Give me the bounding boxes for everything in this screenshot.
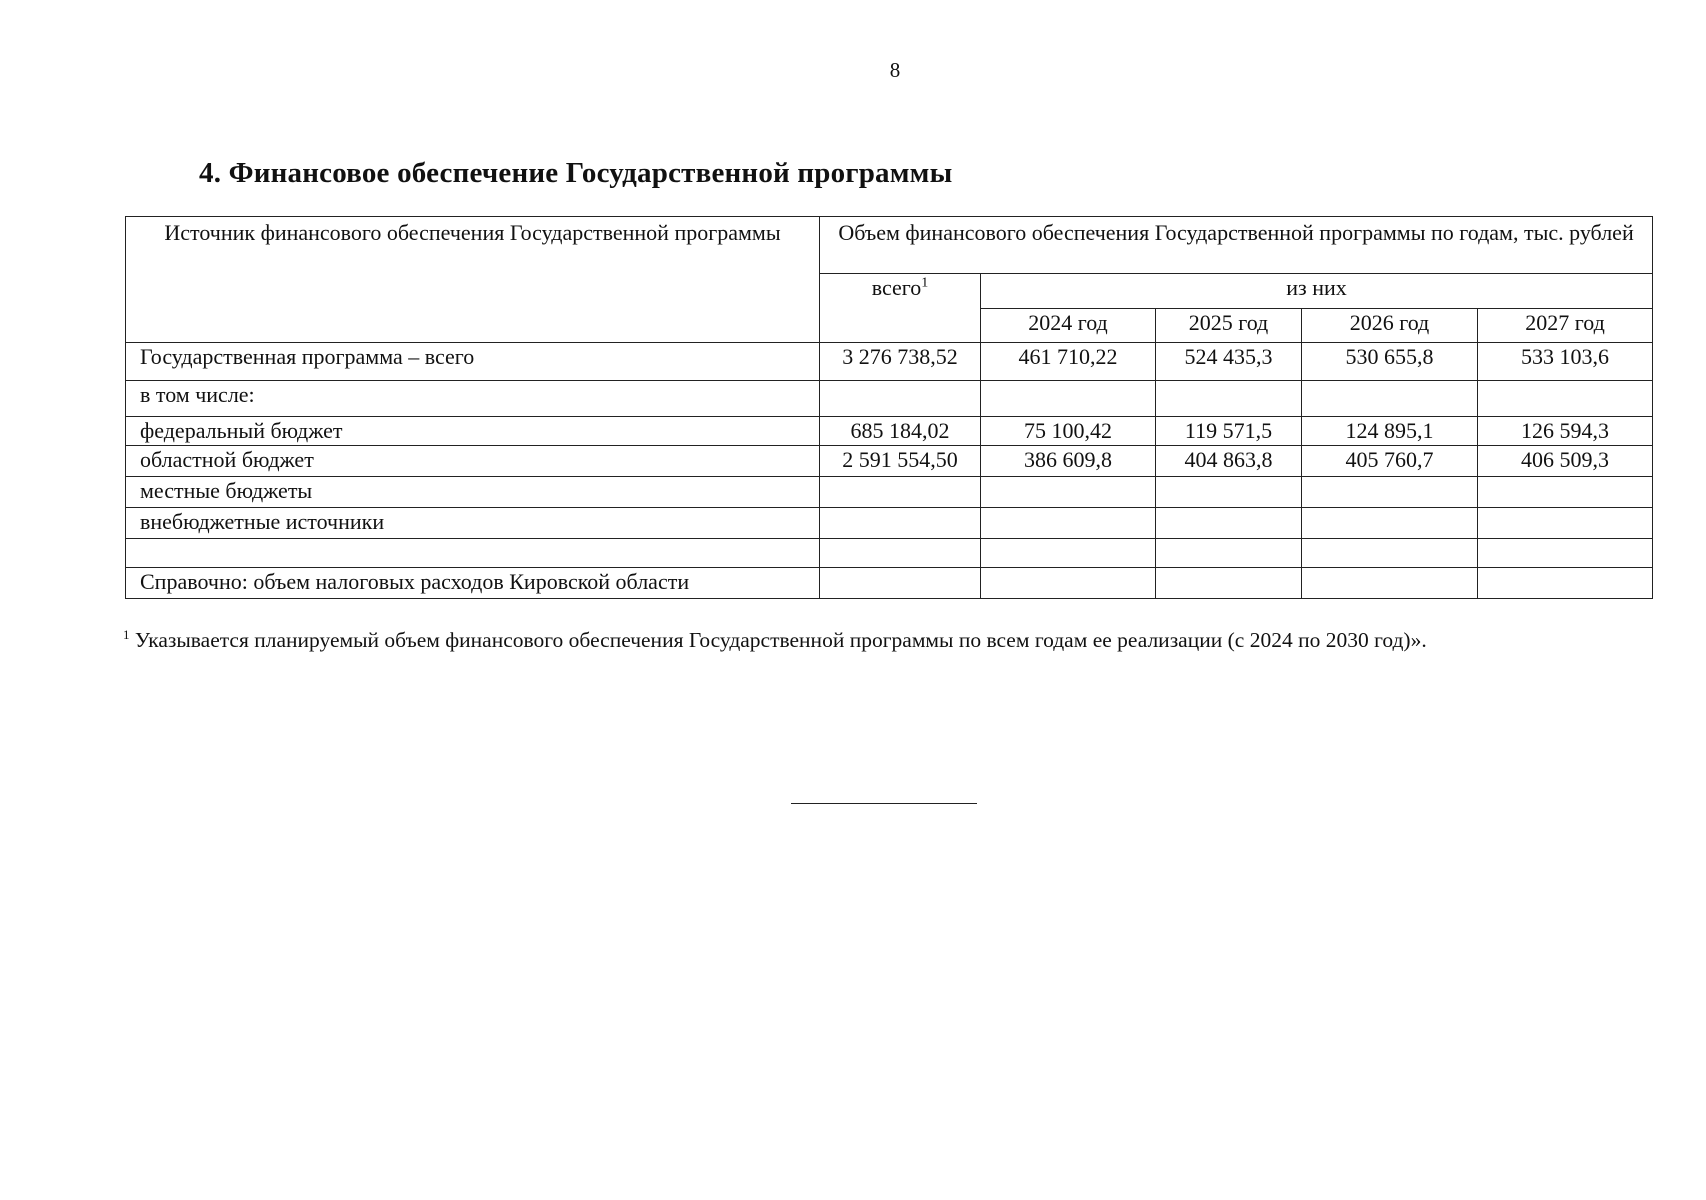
header-year-2025: 2025 год [1156, 309, 1302, 343]
end-divider [791, 803, 977, 804]
table-row [126, 539, 1653, 568]
cell-2025 [1156, 568, 1302, 599]
table-row [126, 446, 1653, 477]
header-year-2026: 2026 год [1302, 309, 1478, 343]
cell-2026 [1302, 477, 1478, 508]
cell-2024: 75 100,42 [981, 417, 1156, 446]
cell-2026: 124 895,1 [1302, 417, 1478, 446]
row-label [126, 539, 820, 568]
cell-2026 [1302, 568, 1478, 599]
row-label: областной бюджет [126, 446, 820, 477]
cell-2026 [1302, 381, 1478, 417]
cell-2027: 533 103,6 [1478, 343, 1653, 381]
table-row [126, 417, 1653, 446]
row-label: внебюджетные источники [126, 508, 820, 539]
row-label: местные бюджеты [126, 477, 820, 508]
header-total-label: всего [871, 275, 922, 300]
header-year-2027: 2027 год [1478, 309, 1653, 343]
table-row [126, 508, 1653, 539]
cell-total [820, 381, 981, 417]
table-row [126, 568, 1653, 599]
page-number: 8 [889, 58, 901, 82]
cell-total [820, 539, 981, 568]
cell-2024 [981, 477, 1156, 508]
table-row [126, 343, 1653, 381]
cell-2027: 406 509,3 [1478, 446, 1653, 477]
header-source: Источник финансового обеспечения Государственной программы [126, 217, 820, 343]
cell-total [820, 568, 981, 599]
cell-2024 [981, 381, 1156, 417]
footnote-text: Указывается планируемый объем финансового обеспечения Государственной программы по всем годам ее реализации (с 2024 по 2030 год)». [129, 628, 1427, 652]
row-label: в том числе: [126, 381, 820, 417]
cell-2024 [981, 539, 1156, 568]
footnote [123, 628, 1427, 653]
cell-total: 2 591 554,50 [820, 446, 981, 477]
cell-2027: 126 594,3 [1478, 417, 1653, 446]
cell-2025 [1156, 508, 1302, 539]
cell-total: 685 184,02 [820, 417, 981, 446]
cell-2026: 530 655,8 [1302, 343, 1478, 381]
cell-2025: 524 435,3 [1156, 343, 1302, 381]
cell-2026 [1302, 539, 1478, 568]
cell-2027 [1478, 539, 1653, 568]
cell-2024 [981, 508, 1156, 539]
cell-2027 [1478, 381, 1653, 417]
cell-2026 [1302, 508, 1478, 539]
cell-2024: 386 609,8 [981, 446, 1156, 477]
cell-2024: 461 710,22 [981, 343, 1156, 381]
cell-2025: 119 571,5 [1156, 417, 1302, 446]
cell-2025: 404 863,8 [1156, 446, 1302, 477]
table-row [126, 477, 1653, 508]
table-row [126, 381, 1653, 417]
section-title: 4. Финансовое обеспечение Государственной программы [199, 157, 953, 189]
row-label: Государственная программа – всего [126, 343, 820, 381]
cell-2025 [1156, 477, 1302, 508]
cell-2024 [981, 568, 1156, 599]
cell-2026: 405 760,7 [1302, 446, 1478, 477]
cell-total [820, 477, 981, 508]
row-label: Справочно: объем налоговых расходов Кировской области [126, 568, 820, 599]
header-volume: Объем финансового обеспечения Государственной программы по годам, тыс. рублей [820, 217, 1653, 274]
header-of-which: из них [981, 274, 1653, 309]
header-total [820, 274, 981, 343]
cell-2027 [1478, 508, 1653, 539]
footnote-mark: 1 [123, 626, 130, 642]
cell-2025 [1156, 381, 1302, 417]
row-label: федеральный бюджет [126, 417, 820, 446]
header-year-2024: 2024 год [981, 309, 1156, 343]
cell-2025 [1156, 539, 1302, 568]
header-total-footnote-mark: 1 [921, 275, 929, 291]
cell-total [820, 508, 981, 539]
cell-2027 [1478, 568, 1653, 599]
cell-2027 [1478, 477, 1653, 508]
financing-table [125, 216, 1653, 599]
cell-total: 3 276 738,52 [820, 343, 981, 381]
